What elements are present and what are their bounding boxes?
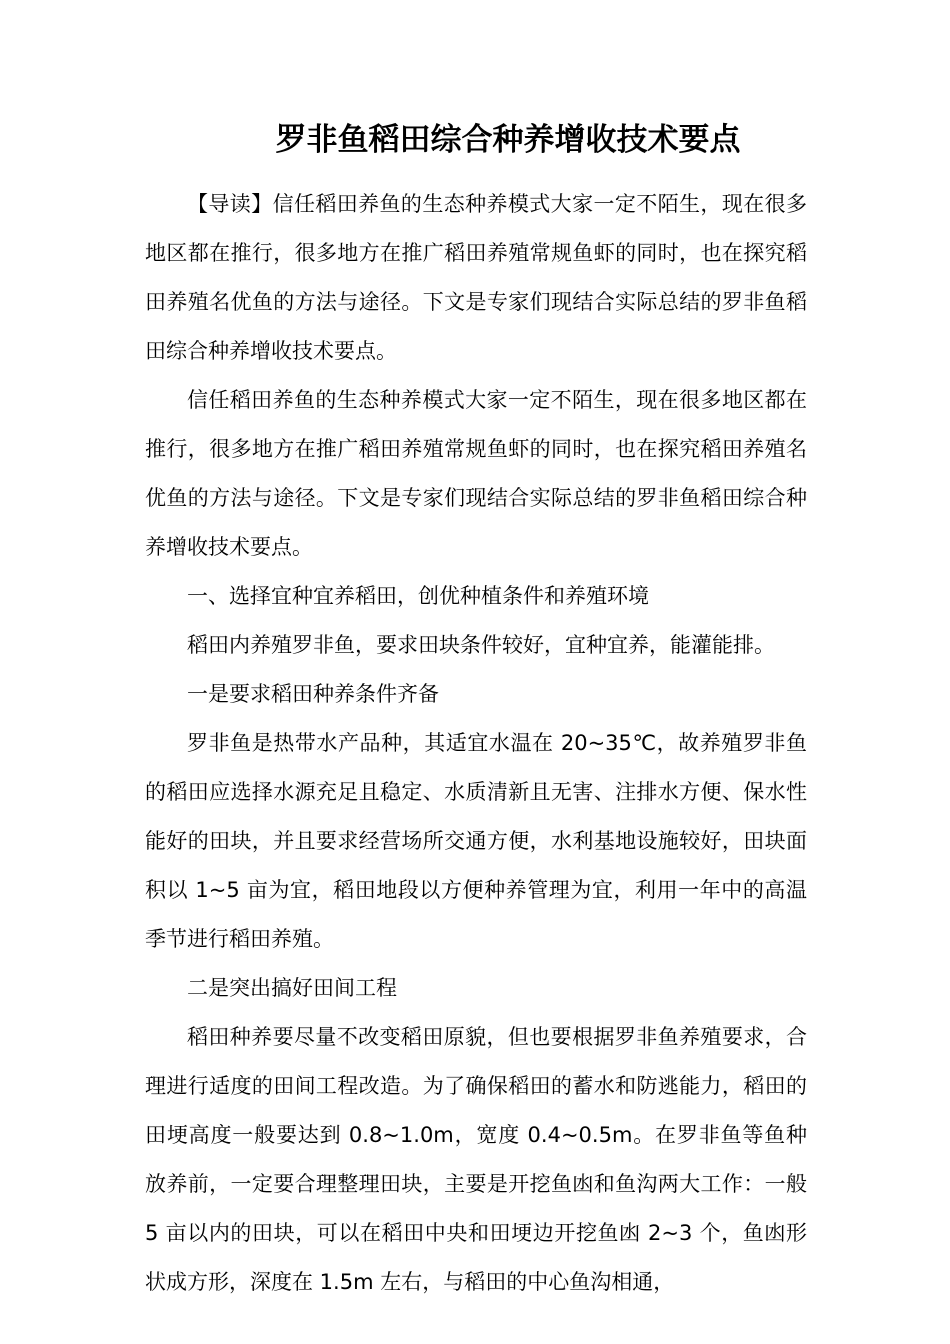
document-title: 罗非鱼稻田综合种养增收技术要点 [275, 122, 741, 158]
body-paragraph: 稻田内养殖罗非鱼，要求田块条件较好，宜种宜养，能灌能排。 [187, 633, 775, 657]
subsection-heading: 一是要求稻田种养条件齐备 [187, 682, 439, 706]
subsection-heading: 二是突出搞好田间工程 [187, 976, 397, 1000]
section-heading: 一、选择宜种宜养稻田，创优种植条件和养殖环境 [187, 584, 649, 608]
intro-paragraph: 【导读】信任稻田养鱼的生态种养模式大家一定不陌生，现在很多地区都在推行，很多地方在推广稻田养殖常规鱼虾的同时，也在探究稻田养殖名优鱼的方法与途径。下文是专家们现结合实际总结的罗非鱼稻田综合种养增收技术要点。 [145, 192, 807, 363]
body-paragraph: 信任稻田养鱼的生态种养模式大家一定不陌生，现在很多地区都在推行，很多地方在推广稻田养殖常规鱼虾的同时，也在探究稻田养殖名优鱼的方法与途径。下文是专家们现结合实际总结的罗非鱼稻田综合种养增收技术要点。 [145, 388, 807, 559]
body-paragraph: 稻田种养要尽量不改变稻田原貌，但也要根据罗非鱼养殖要求，合理进行适度的田间工程改造。为了确保稻田的蓄水和防逃能力，稻田的田埂高度一般要达到 0.8~1.0m，宽度 0.4~0.5m。在罗非鱼等鱼种放养前，一定要合理整理田块，主要是开挖鱼凼和鱼沟两大工作：一般 5 亩以内的田块，可以在稻田中央和田埂边开挖鱼凼 2~3 个，鱼凼形状成方形，深度在 1.5m 左右，与稻田的中心鱼沟相通， [145, 1025, 807, 1294]
body-paragraph: 罗非鱼是热带水产品种，其适宜水温在 20~35℃，故养殖罗非鱼的稻田应选择水源充足且稳定、水质清新且无害、注排水方便、保水性能好的田块，并且要求经营场所交通方便，水利基地设施较好，田块面积以 1~5 亩为宜，稻田地段以方便种养管理为宜，利用一年中的高温季节进行稻田养殖。 [145, 731, 807, 951]
document-body [145, 180, 807, 1307]
